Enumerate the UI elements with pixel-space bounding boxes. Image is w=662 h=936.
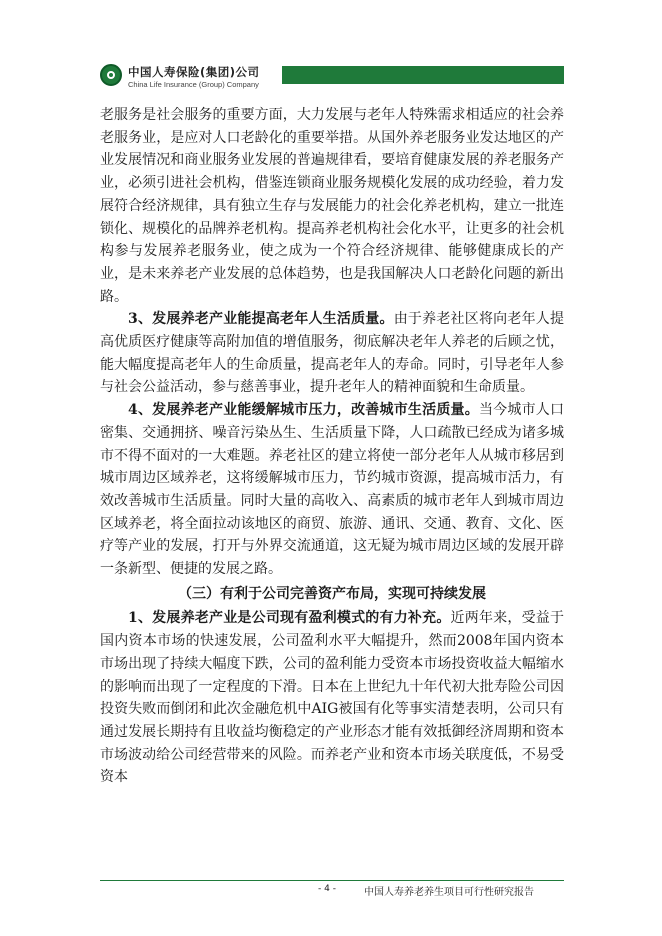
document-body [100, 104, 564, 789]
page-number: - 4 - [318, 884, 336, 894]
item3-text: 由于养老社区将向老年人提高优质医疗健康等高附加值的增值服务，彻底解决老年人养老的后顾之忧，能大幅度提高老年人的生命质量，提高老年人的寿命。同时，引导老年人参与社会公益活动，参与慈善事业，提升老年人的精神面貌和生命质量。 [100, 311, 564, 396]
company-name-en: China Life Insurance (Group) Company [128, 80, 259, 89]
item4-paragraph [100, 399, 564, 581]
item1-heading: 1、发展养老产业是公司现有盈利模式的有力补充。 [128, 610, 451, 627]
item3-paragraph [100, 308, 564, 399]
section3-title: （三）有利于公司完善资产布局，实现可持续发展 [178, 585, 486, 602]
item4-text: 当今城市人口密集、交通拥挤、噪音污染丛生、生活质量下降，人口疏散已经成为诸多城市不得不面对的一大难题。养老社区的建立将使一部分老年人从城市移居到城市周边区域养老，这将缓解城市压力，节约城市资源，提高城市活力，有效改善城市生活质量。同时大量的高收入、高素质的城市老年人到城市周边区域养老，将全面拉动该地区的商贸、旅游、通讯、交通、教育、文化、医疗等产业的发展，打开与外界交流通道，这无疑为城市周边区域的发展开辟一条新型、便捷的发展之路。 [100, 402, 564, 578]
item1-text: 近两年来，受益于国内资本市场的快速发展，公司盈利水平大幅提升，然而2008年国内资本市场出现了持续大幅度下跌，公司的盈利能力受资本市场投资收益大幅缩水的影响而出现了一定程度的下滑。日本在上世纪九十年代初大批寿险公司因投资失败而倒闭和此次金融危机中AIG被国有化等事实清楚表明，公司只有通过发展长期持有且收益均衡稳定的产业形态才能有效抵御经济周期和资本市场波动给公司经营带来的风险。而养老产业和资本市场关联度低，不易受资本 [100, 610, 565, 786]
company-name-cn: 中国人寿保险(集团)公司 [128, 65, 260, 79]
footer-divider [100, 880, 564, 881]
china-life-logo-icon [100, 64, 122, 86]
item4-heading: 4、发展养老产业能缓解城市压力，改善城市生活质量。 [128, 402, 479, 419]
document-title-footer: 中国人寿养老养生项目可行性研究报告 [364, 887, 534, 898]
page-header [0, 0, 662, 110]
item3-heading: 3、发展养老产业能提高老年人生活质量。 [128, 311, 394, 328]
item1-paragraph [100, 607, 564, 789]
header-accent-bar [282, 66, 564, 84]
intro-paragraph: 老服务是社会服务的重要方面，大力发展与老年人特殊需求相适应的社会养老服务业，是应对人口老龄化的重要举措。从国外养老服务业发达地区的产业发展情况和商业服务业发展的普遍规律看，要培育健康发展的养老服务产业，必须引进社会机构，借鉴连锁商业服务规模化发展的成功经验，着力发展符合经济规律，具有独立生存与发展能力的社会化养老机构，建立一批连锁化、规模化的品牌养老机构。提高养老机构社会化水平，让更多的社会机构参与发展养老服务业，使之成为一个符合经济规律、能够健康成长的产业，是未来养老产业发展的总体趋势，也是我国解决人口老龄化问题的新出路。 [100, 107, 564, 305]
